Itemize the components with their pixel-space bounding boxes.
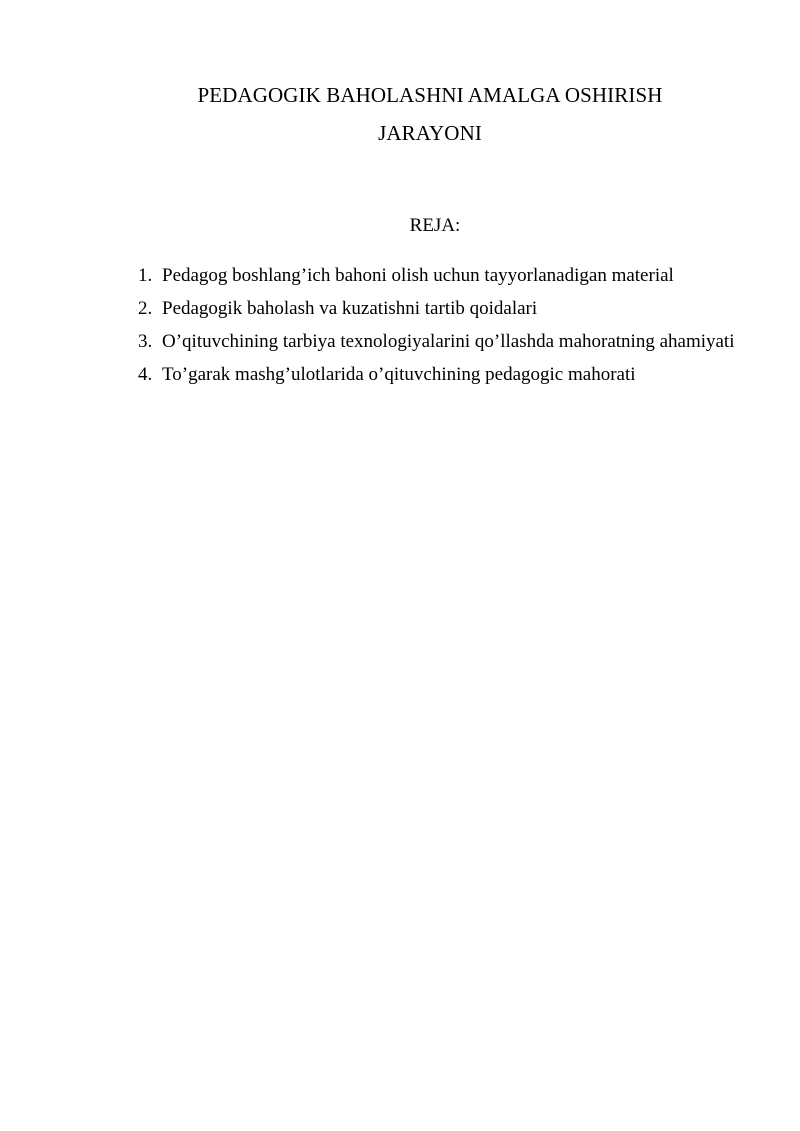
document-title — [140, 76, 720, 152]
document-title-line-1: PEDAGOGIK BAHOLASHNI AMALGA OSHIRISH — [197, 83, 663, 107]
list-item — [138, 259, 742, 292]
plan-list — [138, 259, 742, 391]
list-item — [138, 292, 742, 325]
list-item-text: To’garak mashg’ulotlarida o’qituvchining pedagogic mahorati — [162, 364, 636, 385]
list-item-number: 2. — [138, 298, 153, 319]
document-title-line-2: JARAYONI — [378, 121, 482, 145]
list-item-text: Pedagog boshlang’ich bahoni olish uchun tayyorlanadigan material — [162, 265, 674, 286]
list-item — [138, 358, 742, 391]
list-item-text: O’qituvchining tarbiya texnologiyalarini qo’llashda mahoratning ahamiyati — [162, 331, 735, 352]
plan-heading: REJA: — [409, 215, 461, 236]
list-item-number: 3. — [138, 331, 153, 352]
list-item-text: Pedagogik baholash va kuzatishni tartib qoidalari — [162, 298, 538, 319]
list-item-number: 4. — [138, 364, 153, 385]
list-item — [138, 325, 742, 358]
list-item-number: 1. — [138, 265, 153, 286]
